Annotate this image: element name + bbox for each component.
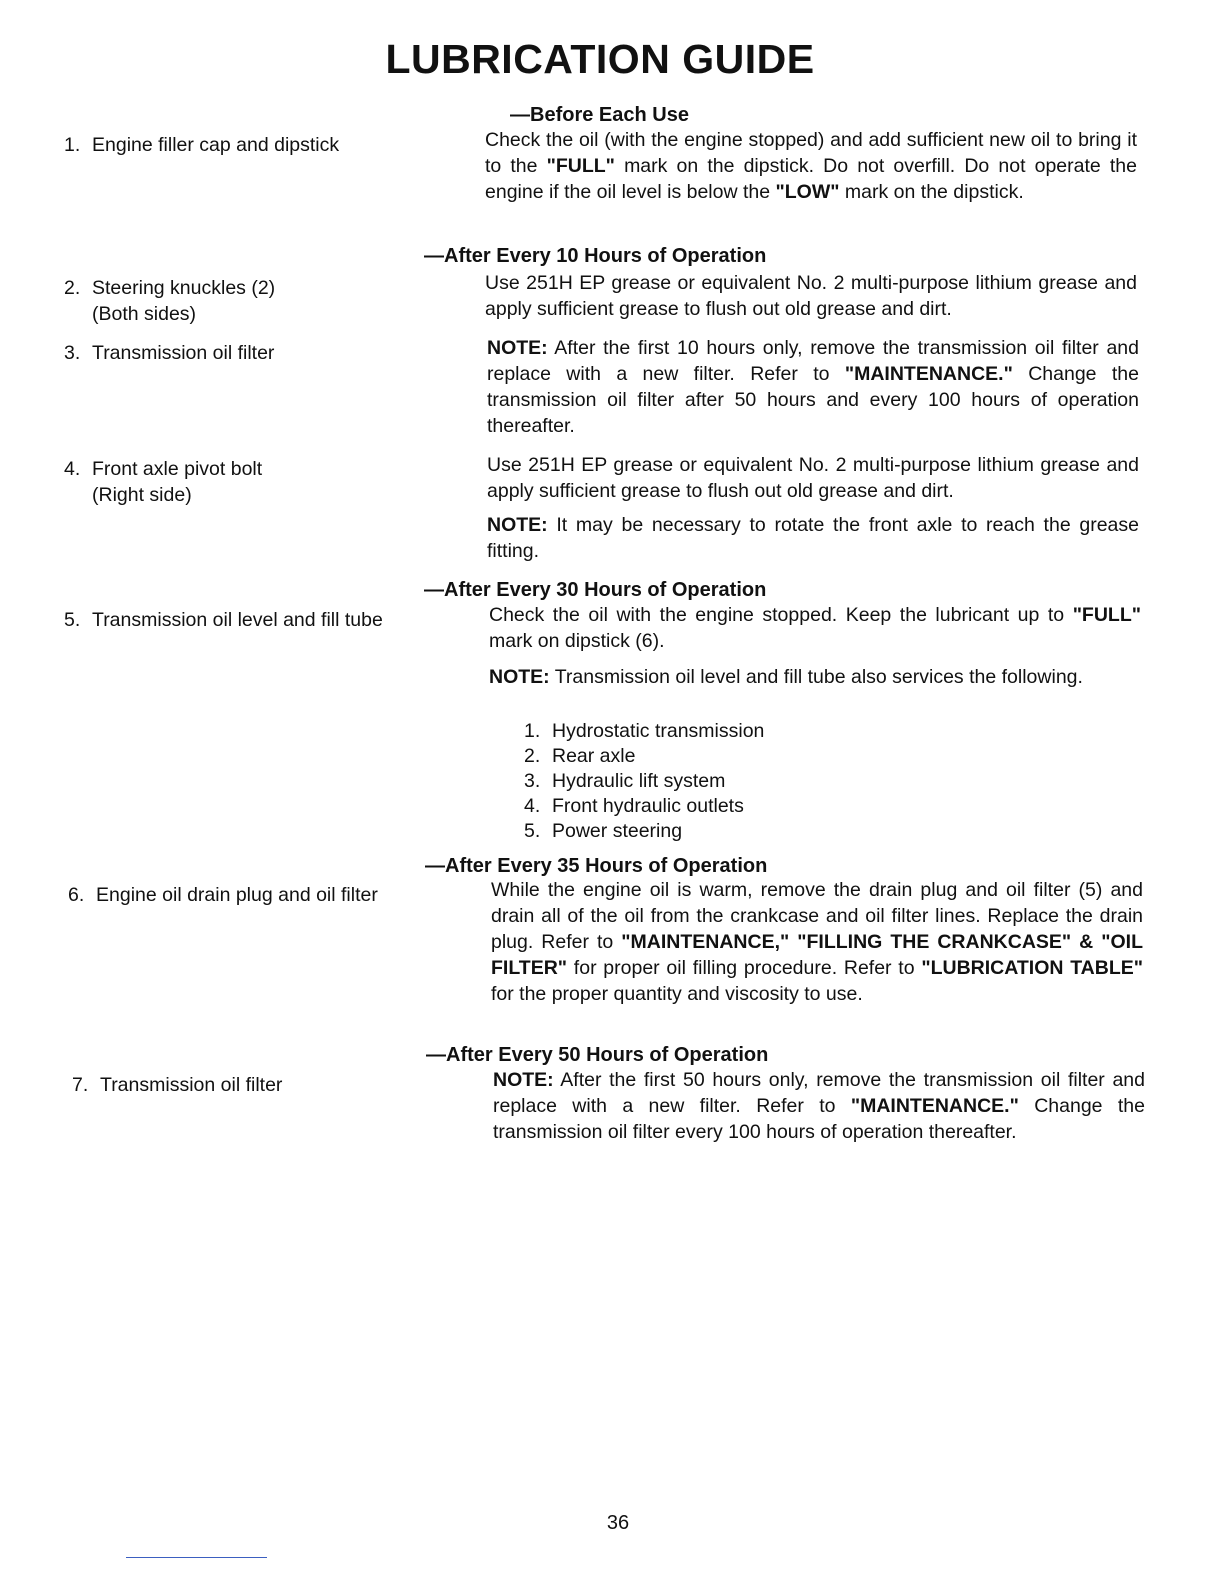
item-label: Steering knuckles (2) xyxy=(92,277,276,299)
list-item xyxy=(524,744,764,769)
text-segment: Change the transmission oil filter every 100 hours of operation thereafter. xyxy=(493,1095,1145,1143)
item-label: Transmission oil filter xyxy=(92,342,275,364)
bold-lubrication-table: "LUBRICATION TABLE" xyxy=(921,957,1143,979)
page-title: LUBRICATION GUIDE xyxy=(385,36,815,82)
paragraph-note-30-hours xyxy=(489,664,1141,690)
text-segment: It may be necessary to rotate the front axle to reach the grease fitting. xyxy=(487,514,1139,562)
section-heading-50-hours: —After Every 50 Hours of Operation xyxy=(426,1044,769,1066)
list-label: Hydrostatic transmission xyxy=(552,720,765,742)
text-segment: Check the oil (with the engine stopped) and add sufficient new oil to bring it to the xyxy=(485,129,1137,177)
text-segment: for proper oil filling procedure. Refer to xyxy=(567,957,922,979)
list-number: 5. xyxy=(524,820,541,842)
section-heading-30-hours: —After Every 30 Hours of Operation xyxy=(424,579,767,601)
text-segment: mark on the dipstick. Do not overfill. Do not operate the engine if the oil level is below the xyxy=(485,155,1137,203)
text-segment: Change the transmission oil filter after 50 hours and every 100 hours of operation thereafter. xyxy=(487,363,1139,437)
bold-low: "LOW" xyxy=(775,181,840,203)
paragraph-50-hours xyxy=(493,1067,1145,1145)
item-1 xyxy=(64,132,339,158)
item-number: 3. xyxy=(64,342,81,364)
services-list xyxy=(524,719,764,844)
text-segment: While the engine oil is warm, remove the drain plug and oil filter (5) and drain all of the oil from the crankcase and oil filter lines. Replace the drain plug. Refer to xyxy=(491,879,1143,953)
text-segment: Transmission oil level and fill tube also services the following. xyxy=(549,666,1083,688)
list-label: Power steering xyxy=(552,820,683,842)
section-heading-10-hours: —After Every 10 Hours of Operation xyxy=(424,245,767,267)
paragraph-note-pivot xyxy=(487,512,1139,564)
item-number: 5. xyxy=(64,609,81,631)
bold-maintenance: "MAINTENANCE." xyxy=(850,1095,1019,1117)
text-segment: After the first 10 hours only, remove the transmission oil filter and replace with a new filter. Refer to xyxy=(487,337,1139,385)
item-label: Transmission oil level and fill tube xyxy=(92,609,383,631)
item-label: Transmission oil filter xyxy=(100,1074,283,1096)
paragraph-grease-pivot: Use 251H EP grease or equivalent No. 2 multi-purpose lithium grease and apply sufficient grease to flush out old grease and dirt. xyxy=(487,454,1139,502)
paragraph-grease-10-hours: Use 251H EP grease or equivalent No. 2 multi-purpose lithium grease and apply sufficient grease to flush out old grease and dirt. xyxy=(485,272,1137,320)
item-number: 6. xyxy=(68,884,85,906)
item-number: 7. xyxy=(72,1074,89,1096)
item-7 xyxy=(72,1072,282,1098)
item-number: 4. xyxy=(64,458,81,480)
footer-rule xyxy=(126,1557,267,1558)
paragraph-before-each-use xyxy=(485,127,1137,205)
list-number: 2. xyxy=(524,745,541,767)
section-heading-35-hours: —After Every 35 Hours of Operation xyxy=(425,855,768,877)
note-label: NOTE: xyxy=(487,337,548,359)
list-label: Hydraulic lift system xyxy=(552,770,726,792)
text-segment: Check the oil with the engine stopped. Keep the lubricant up to xyxy=(489,604,1073,626)
section-heading-before-each-use: —Before Each Use xyxy=(510,104,689,126)
text-segment: for the proper quantity and viscosity to use. xyxy=(491,983,863,1005)
paragraph-30-hours xyxy=(489,602,1141,654)
item-number: 2. xyxy=(64,277,81,299)
list-label: Front hydraulic outlets xyxy=(552,795,744,817)
item-label: Engine filler cap and dipstick xyxy=(92,134,340,156)
item-number: 1. xyxy=(64,134,81,156)
note-label: NOTE: xyxy=(493,1069,554,1091)
item-sublabel: (Both sides) xyxy=(92,303,197,325)
item-4 xyxy=(64,456,262,508)
list-item xyxy=(524,819,764,844)
note-label: NOTE: xyxy=(489,666,550,688)
text-segment: After the first 50 hours only, remove the transmission oil filter and replace with a new filter. Refer to xyxy=(493,1069,1145,1117)
bold-maintenance: "MAINTENANCE," xyxy=(621,931,790,953)
list-item xyxy=(524,769,764,794)
item-2 xyxy=(64,275,275,327)
list-item xyxy=(524,719,764,744)
text-segment: mark on the dipstick. xyxy=(839,181,1024,203)
list-number: 4. xyxy=(524,795,541,817)
list-label: Rear axle xyxy=(552,745,636,767)
bold-full: "FULL" xyxy=(546,155,615,177)
list-item xyxy=(524,794,764,819)
paragraph-35-hours xyxy=(491,877,1143,1007)
bold-filling: "FILLING THE CRANKCASE" & "OIL FILTER" xyxy=(491,931,1144,979)
paragraph-note-10-hours xyxy=(487,335,1139,439)
item-label: Front axle pivot bolt xyxy=(92,458,263,480)
bold-full: "FULL" xyxy=(1072,604,1141,626)
bold-maintenance: "MAINTENANCE." xyxy=(844,363,1013,385)
list-number: 3. xyxy=(524,770,541,792)
item-label: Engine oil drain plug and oil filter xyxy=(96,884,378,906)
list-number: 1. xyxy=(524,720,541,742)
item-sublabel: (Right side) xyxy=(92,484,192,506)
item-5 xyxy=(64,607,383,633)
note-label: NOTE: xyxy=(487,514,548,536)
item-3 xyxy=(64,340,274,366)
item-6 xyxy=(68,882,378,908)
text-segment: mark on dipstick (6). xyxy=(489,630,665,652)
page-number: 36 xyxy=(606,1512,630,1534)
